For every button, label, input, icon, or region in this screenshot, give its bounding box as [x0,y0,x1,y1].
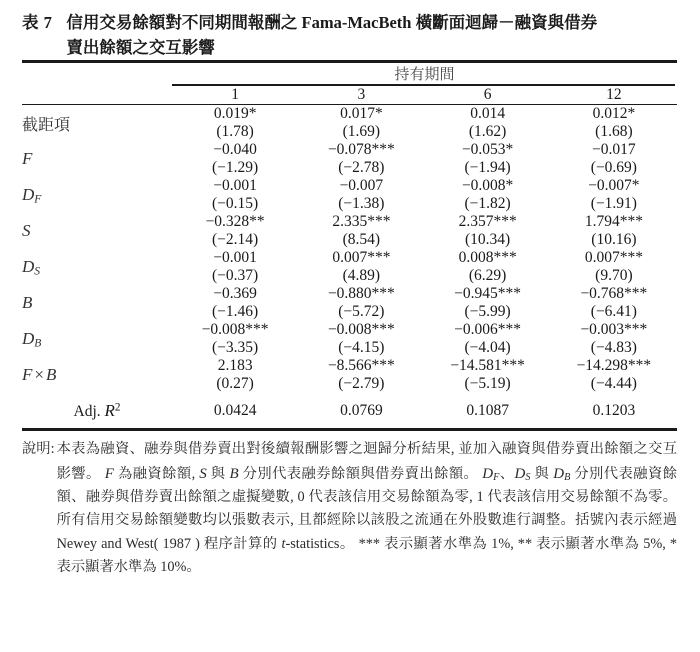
coefficient-cell: 2.183 [217,357,253,375]
adjusted-r-squared-value: 0.0424 [213,402,257,420]
row-label-symbol: F × B [22,365,57,385]
row-label-symbol: $D_F$ [22,185,42,206]
row-label [22,141,172,177]
tstatistic-cell: (−5.19) [464,375,511,393]
coefficient-cell: 0.014 [470,105,506,123]
table-row [22,177,677,195]
table-title-line2: 賣出餘額之交互影響 [66,38,215,58]
coefficient-cell: 2.357*** [458,213,517,231]
coefficient-cell: −0.008*** [327,321,395,339]
tstatistic-cell: (−2.79) [338,375,385,393]
coefficient-cell: −0.017 [592,141,636,159]
coefficient-cell: −0.369 [213,285,257,303]
row-label [22,357,172,393]
tstatistic-cell: (−4.15) [338,339,385,357]
coefficient-cell: −14.581*** [450,357,525,375]
tstatistic-cell: (9.70) [595,267,633,285]
tstatistic-cell: (−6.41) [590,303,637,321]
coefficient-cell: −0.001 [213,249,257,267]
regression-table [22,63,677,428]
notes-latin-text: Newey and West [56,535,154,552]
table-caption [0,0,700,60]
tstatistic-cell: (−0.15) [212,195,259,213]
tstatistic-cell: (−4.44) [590,375,637,393]
tstatistic-cell: (1.62) [468,123,507,141]
table-row [22,321,677,339]
notes-body: 本表為融資、融券與借券賣出對後續報酬影響之迴歸分析結果, 並加入融資與借券賣出餘額之交互影響。 F 為融資餘額, S 與 B 分別代表融券餘額與借券賣出餘額。 $D_F$、$D_S$ 與 $D_B$ 分別代表融資餘額、融券與借券賣出餘額之虛擬變數, 0 代表該信用交易餘額為零, 1 代表該信用交易餘額不為零。所有信用交易餘額變數均以張數表示, 且都經除以該股之流通在外股數進行調整。括號內表示經過 Newey and West( 1987 ) 程序計算的 t-statistics。 *** 表示顯著水準為 1%, ** 表示顯著水準為 5%, * 表示顯著水準為 10%。 [56,441,677,575]
row-label-symbol: $D_B$ [22,329,42,350]
coefficient-cell: 1.794*** [584,213,643,231]
coefficient-cell: −8.566*** [327,357,395,375]
coefficient-cell: −0.053* [461,141,514,159]
tstatistic-cell: (0.27) [216,375,254,393]
tstatistic-cell: (−0.37) [212,267,259,285]
coefficient-cell: −0.003*** [580,321,648,339]
notes-math-symbol: F [104,465,114,482]
tstatistic-cell: (−2.14) [212,231,259,249]
coefficient-cell: −0.008*** [201,321,269,339]
coefficient-cell: −0.040 [213,141,257,159]
coefficient-cell: −14.298*** [576,357,652,375]
tstatistic-cell: (10.16) [591,231,637,249]
tstatistic-cell: (1.69) [342,123,381,141]
coefficient-cell: 0.007*** [584,249,643,267]
column-header-empty [22,86,172,104]
table-row [22,357,677,375]
table-header [22,63,677,105]
notes-italic-text: t [281,535,286,552]
row-label [22,285,172,321]
coefficient-cell: 0.019* [213,105,257,123]
coefficient-cell: −0.078*** [327,141,395,159]
tstatistic-cell: (10.34) [465,231,511,249]
column-header-6: 6 [483,85,492,103]
tstatistic-cell: (−2.78) [338,159,385,177]
tstatistic-cell: (−1.29) [212,159,259,177]
tstatistic-cell: (1.68) [595,123,633,141]
tstatistic-cell: (1.78) [216,123,254,141]
adjusted-r-squared-label: Adj. $R^2$ [73,401,121,421]
adjusted-r-squared-value: 0.1203 [592,402,636,420]
row-label-symbol: $D_S$ [22,257,41,278]
tstatistic-cell: (−0.69) [590,159,637,177]
tstatistic-cell: (−5.72) [338,303,385,321]
tstatistic-cell: (−4.83) [590,339,637,357]
table-title-text [66,10,676,60]
table-number: 表 7 [22,13,53,32]
coefficient-cell: −0.006*** [454,321,522,339]
column-header-3: 3 [357,85,366,103]
table-notes [0,431,700,579]
row-label-symbol: B [22,293,33,313]
coefficient-cell: −0.945*** [454,285,522,303]
tstatistic-cell: (−1.38) [338,195,385,213]
table-row [22,141,677,159]
notes-math-symbol: $D_F$ [482,465,500,483]
coefficient-cell: 0.017* [340,105,383,123]
coefficient-cell: 0.008*** [458,249,517,267]
row-label [22,321,172,357]
spanner-header-row [22,63,677,84]
coefficient-cell: −0.768*** [580,285,648,303]
tstatistic-cell: (−3.35) [212,339,259,357]
coefficient-cell: −0.008* [461,177,514,195]
tstatistic-cell: (−5.99) [464,303,511,321]
column-header-1: 1 [231,85,239,103]
notes-math-symbol: $D_S$ [514,465,531,483]
tstatistic-cell: (−1.91) [590,195,637,213]
row-label [22,213,172,249]
adjusted-r-squared-value: 0.1087 [466,402,509,420]
row-label-symbol: F [22,149,33,169]
notes-math-symbol: S [199,465,207,482]
tstatistic-cell: (−4.04) [464,339,511,357]
adjusted-r-squared-row [22,393,677,428]
tstatistic-cell: (4.89) [342,267,381,285]
notes-math-symbol: $D_B$ [553,465,571,483]
spanner-empty-cell [22,63,172,84]
tstatistic-cell: (−1.46) [212,303,259,321]
coefficient-cell: 2.335*** [332,213,391,231]
table-row [22,285,677,303]
tstatistic-cell: (6.29) [468,267,507,285]
row-label-symbol: S [22,221,31,241]
adjusted-r-squared-value: 0.0769 [340,402,383,420]
coefficient-cell: −0.007 [339,177,384,195]
coefficient-cell: −0.001 [213,177,257,195]
table-row [22,105,677,123]
spanner-header-holding-period: 持有期間 [394,67,455,84]
table-body [22,105,677,428]
coefficient-cell: −0.007* [588,177,640,195]
table-row [22,249,677,267]
notes-latin-text: -statistics [285,535,340,552]
notes-math-symbol: B [229,465,239,482]
row-label [22,249,172,285]
tstatistic-cell: (−1.82) [464,195,511,213]
coefficient-cell: −0.328** [205,213,265,231]
column-header-row [22,86,677,104]
row-label: 截距項 [22,116,71,134]
coefficient-cell: −0.880*** [327,285,395,303]
tstatistic-cell: (−1.94) [464,159,511,177]
coefficient-cell: 0.007*** [332,249,391,267]
row-label [22,177,172,213]
tstatistic-cell: (8.54) [342,231,381,249]
table-title-line1: 信用交易餘額對不同期間報酬之 Fama-MacBeth 橫斷面迴歸－融資與借券 [66,13,598,32]
coefficient-cell: 0.012* [592,105,636,123]
notes-label: 說明: [22,441,55,458]
table-row [22,213,677,231]
column-header-12: 12 [606,85,622,103]
